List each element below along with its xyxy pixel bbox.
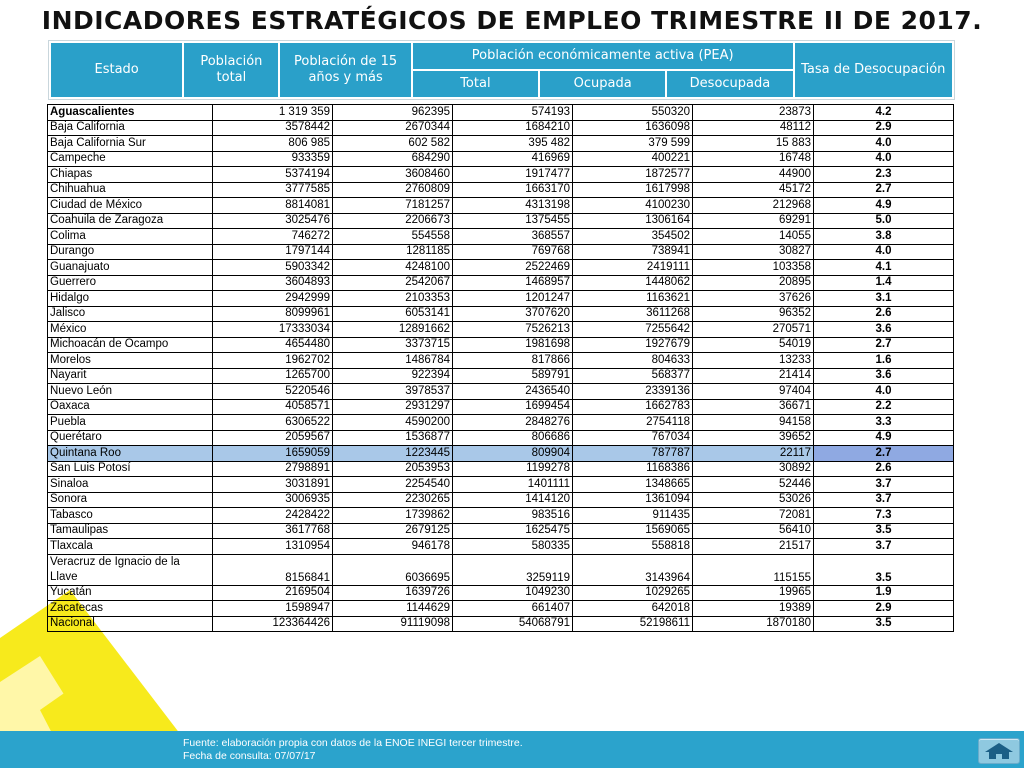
cell-poblacion-15: 554558 — [333, 229, 453, 245]
cell-estado: Nacional — [48, 616, 213, 632]
cell-pea-ocupada: 1306164 — [573, 213, 693, 229]
table-row — [48, 244, 954, 260]
cell-estado: Tabasco — [48, 508, 213, 524]
table-row — [48, 182, 954, 198]
cell-estado: Baja California — [48, 120, 213, 136]
cell-poblacion-total: 17333034 — [213, 322, 333, 338]
cell-estado: Sinaloa — [48, 477, 213, 493]
table-row — [48, 368, 954, 384]
cell-tasa: 4.0 — [814, 136, 954, 152]
cell-poblacion-total: 8814081 — [213, 198, 333, 214]
cell-poblacion-total: 1310954 — [213, 539, 333, 555]
table-row — [48, 120, 954, 136]
cell-pea-desocupada: 52446 — [693, 477, 814, 493]
cell-pea-desocupada: 13233 — [693, 353, 814, 369]
table-row — [48, 508, 954, 524]
cell-poblacion-total: 3777585 — [213, 182, 333, 198]
table-row — [48, 446, 954, 462]
cell-poblacion-15: 4590200 — [333, 415, 453, 431]
table-row — [48, 616, 954, 632]
cell-pea-total: 1468957 — [453, 275, 573, 291]
cell-poblacion-total: 746272 — [213, 229, 333, 245]
cell-poblacion-total: 1265700 — [213, 368, 333, 384]
table-row — [48, 229, 954, 245]
cell-poblacion-15: 2053953 — [333, 461, 453, 477]
cell-pea-ocupada: 1448062 — [573, 275, 693, 291]
cell-tasa: 3.1 — [814, 291, 954, 307]
table-row — [48, 554, 954, 585]
cell-pea-ocupada: 1617998 — [573, 182, 693, 198]
cell-tasa: 3.8 — [814, 229, 954, 245]
cell-estado: Morelos — [48, 353, 213, 369]
cell-poblacion-total: 1962702 — [213, 353, 333, 369]
table-row — [48, 461, 954, 477]
cell-poblacion-total: 1 319 359 — [213, 105, 333, 121]
cell-pea-desocupada: 45172 — [693, 182, 814, 198]
cell-poblacion-15: 1281185 — [333, 244, 453, 260]
cell-pea-desocupada: 212968 — [693, 198, 814, 214]
cell-pea-total: 54068791 — [453, 616, 573, 632]
table-row — [48, 477, 954, 493]
cell-estado: Campeche — [48, 151, 213, 167]
table-row — [48, 151, 954, 167]
cell-pea-ocupada: 642018 — [573, 601, 693, 617]
footer-source — [183, 737, 523, 763]
cell-pea-desocupada: 37626 — [693, 291, 814, 307]
cell-pea-ocupada: 400221 — [573, 151, 693, 167]
cell-pea-desocupada: 56410 — [693, 523, 814, 539]
table-row — [48, 275, 954, 291]
cell-pea-desocupada: 22117 — [693, 446, 814, 462]
header-estado: Estado — [51, 43, 182, 97]
cell-pea-total: 3707620 — [453, 306, 573, 322]
cell-tasa: 1.6 — [814, 353, 954, 369]
table-row — [48, 585, 954, 601]
cell-pea-ocupada: 1348665 — [573, 477, 693, 493]
cell-tasa: 2.7 — [814, 337, 954, 353]
cell-pea-ocupada: 3143964 — [573, 554, 693, 585]
cell-pea-total: 3259119 — [453, 554, 573, 585]
cell-pea-total: 817866 — [453, 353, 573, 369]
cell-estado: Oaxaca — [48, 399, 213, 415]
table-row — [48, 430, 954, 446]
cell-tasa: 3.3 — [814, 415, 954, 431]
cell-pea-desocupada: 97404 — [693, 384, 814, 400]
header-pea: Población económicamente activa (PEA) — [413, 43, 793, 69]
cell-pea-total: 1663170 — [453, 182, 573, 198]
cell-poblacion-total: 4058571 — [213, 399, 333, 415]
cell-pea-desocupada: 20895 — [693, 275, 814, 291]
cell-tasa: 3.6 — [814, 368, 954, 384]
footer-bar — [0, 731, 1024, 768]
cell-tasa: 2.6 — [814, 461, 954, 477]
cell-pea-total: 1625475 — [453, 523, 573, 539]
header-pea-total: Total — [413, 71, 538, 97]
cell-pea-ocupada: 550320 — [573, 105, 693, 121]
cell-tasa: 2.3 — [814, 167, 954, 183]
cell-estado: Nayarit — [48, 368, 213, 384]
cell-estado: Coahuila de Zaragoza — [48, 213, 213, 229]
consult-date: Fecha de consulta: 07/07/17 — [183, 750, 316, 762]
cell-poblacion-total: 2798891 — [213, 461, 333, 477]
cell-estado: San Luis Potosí — [48, 461, 213, 477]
cell-pea-ocupada: 1361094 — [573, 492, 693, 508]
cell-pea-desocupada: 115155 — [693, 554, 814, 585]
cell-tasa: 2.2 — [814, 399, 954, 415]
cell-poblacion-total: 1659059 — [213, 446, 333, 462]
header-tasa: Tasa de Desocupación — [795, 43, 952, 97]
table-row — [48, 539, 954, 555]
cell-estado: Chiapas — [48, 167, 213, 183]
cell-pea-desocupada: 21517 — [693, 539, 814, 555]
cell-pea-ocupada: 3611268 — [573, 306, 693, 322]
cell-poblacion-total: 8099961 — [213, 306, 333, 322]
data-table — [47, 104, 954, 632]
cell-poblacion-total: 2942999 — [213, 291, 333, 307]
cell-pea-total: 2436540 — [453, 384, 573, 400]
cell-poblacion-15: 91119098 — [333, 616, 453, 632]
cell-tasa: 4.1 — [814, 260, 954, 276]
cell-pea-desocupada: 103358 — [693, 260, 814, 276]
cell-pea-total: 2848276 — [453, 415, 573, 431]
cell-pea-ocupada: 568377 — [573, 368, 693, 384]
cell-pea-total: 1401111 — [453, 477, 573, 493]
table-row — [48, 167, 954, 183]
cell-pea-ocupada: 1662783 — [573, 399, 693, 415]
cell-pea-total: 1684210 — [453, 120, 573, 136]
cell-poblacion-15: 922394 — [333, 368, 453, 384]
cell-pea-total: 589791 — [453, 368, 573, 384]
table-row — [48, 322, 954, 338]
cell-estado: Quintana Roo — [48, 446, 213, 462]
cell-tasa: 3.7 — [814, 492, 954, 508]
cell-pea-total: 4313198 — [453, 198, 573, 214]
cell-poblacion-total: 2169504 — [213, 585, 333, 601]
table-row — [48, 198, 954, 214]
cell-pea-total: 983516 — [453, 508, 573, 524]
cell-poblacion-total: 2059567 — [213, 430, 333, 446]
cell-estado: Guanajuato — [48, 260, 213, 276]
table-row — [48, 523, 954, 539]
cell-poblacion-15: 3373715 — [333, 337, 453, 353]
cell-pea-desocupada: 21414 — [693, 368, 814, 384]
cell-poblacion-total: 1598947 — [213, 601, 333, 617]
cell-pea-ocupada: 7255642 — [573, 322, 693, 338]
cell-tasa: 4.9 — [814, 198, 954, 214]
cell-estado: Durango — [48, 244, 213, 260]
cell-pea-desocupada: 14055 — [693, 229, 814, 245]
cell-poblacion-15: 7181257 — [333, 198, 453, 214]
home-icon — [979, 739, 1019, 763]
cell-tasa: 3.5 — [814, 523, 954, 539]
header-poblacion-total: Población total — [184, 43, 278, 97]
cell-estado: Guerrero — [48, 275, 213, 291]
cell-poblacion-15: 946178 — [333, 539, 453, 555]
cell-estado: Chihuahua — [48, 182, 213, 198]
table-row — [48, 306, 954, 322]
cell-tasa: 3.7 — [814, 539, 954, 555]
cell-pea-total: 1981698 — [453, 337, 573, 353]
cell-pea-total: 7526213 — [453, 322, 573, 338]
cell-estado: Nuevo León — [48, 384, 213, 400]
source-text: Fuente: elaboración propia con datos de la ENOE INEGI tercer trimestre. — [183, 737, 523, 749]
cell-poblacion-total: 4654480 — [213, 337, 333, 353]
cell-tasa: 2.7 — [814, 446, 954, 462]
cell-pea-total: 1201247 — [453, 291, 573, 307]
cell-estado: Querétaro — [48, 430, 213, 446]
table-row — [48, 415, 954, 431]
table-row — [48, 337, 954, 353]
cell-poblacion-total: 3604893 — [213, 275, 333, 291]
cell-poblacion-15: 6053141 — [333, 306, 453, 322]
cell-tasa: 4.0 — [814, 151, 954, 167]
cell-pea-desocupada: 19389 — [693, 601, 814, 617]
cell-poblacion-total: 3031891 — [213, 477, 333, 493]
cell-pea-desocupada: 30892 — [693, 461, 814, 477]
cell-pea-desocupada: 69291 — [693, 213, 814, 229]
cell-estado: Michoacán de Ocampo — [48, 337, 213, 353]
cell-pea-total: 416969 — [453, 151, 573, 167]
cell-pea-desocupada: 54019 — [693, 337, 814, 353]
table-row — [48, 136, 954, 152]
cell-poblacion-total: 8156841 — [213, 554, 333, 585]
cell-pea-ocupada: 52198611 — [573, 616, 693, 632]
cell-pea-total: 1699454 — [453, 399, 573, 415]
cell-pea-total: 1917477 — [453, 167, 573, 183]
cell-pea-ocupada: 738941 — [573, 244, 693, 260]
cell-estado: Hidalgo — [48, 291, 213, 307]
cell-pea-ocupada: 1569065 — [573, 523, 693, 539]
cell-poblacion-total: 6306522 — [213, 415, 333, 431]
cell-pea-ocupada: 379 599 — [573, 136, 693, 152]
cell-pea-ocupada: 4100230 — [573, 198, 693, 214]
cell-tasa: 2.9 — [814, 601, 954, 617]
cell-poblacion-15: 2679125 — [333, 523, 453, 539]
cell-estado: Yucatán — [48, 585, 213, 601]
cell-tasa: 3.7 — [814, 477, 954, 493]
cell-poblacion-total: 1797144 — [213, 244, 333, 260]
cell-tasa: 2.7 — [814, 182, 954, 198]
cell-estado: Tlaxcala — [48, 539, 213, 555]
cell-poblacion-15: 1639726 — [333, 585, 453, 601]
cell-estado: México — [48, 322, 213, 338]
cell-poblacion-total: 2428422 — [213, 508, 333, 524]
cell-poblacion-15: 1144629 — [333, 601, 453, 617]
cell-pea-total: 1199278 — [453, 461, 573, 477]
cell-pea-total: 1049230 — [453, 585, 573, 601]
cell-pea-total: 806686 — [453, 430, 573, 446]
cell-pea-total: 395 482 — [453, 136, 573, 152]
cell-tasa: 2.9 — [814, 120, 954, 136]
cell-poblacion-total: 806 985 — [213, 136, 333, 152]
cell-poblacion-15: 2760809 — [333, 182, 453, 198]
cell-pea-total: 580335 — [453, 539, 573, 555]
cell-poblacion-15: 2230265 — [333, 492, 453, 508]
cell-pea-total: 1375455 — [453, 213, 573, 229]
cell-tasa: 4.0 — [814, 244, 954, 260]
cell-poblacion-total: 3025476 — [213, 213, 333, 229]
cell-poblacion-15: 1223445 — [333, 446, 453, 462]
page-title: INDICADORES ESTRATÉGICOS DE EMPLEO TRIMESTRE II DE 2017. — [41, 6, 983, 35]
cell-pea-ocupada: 2754118 — [573, 415, 693, 431]
cell-estado: Puebla — [48, 415, 213, 431]
cell-poblacion-15: 2254540 — [333, 477, 453, 493]
cell-poblacion-total: 5374194 — [213, 167, 333, 183]
cell-poblacion-15: 1486784 — [333, 353, 453, 369]
cell-pea-desocupada: 15 883 — [693, 136, 814, 152]
cell-pea-total: 769768 — [453, 244, 573, 260]
cell-estado: Veracruz de Ignacio de la Llave — [48, 554, 213, 585]
table-row — [48, 353, 954, 369]
table-header — [48, 40, 955, 100]
cell-pea-desocupada: 30827 — [693, 244, 814, 260]
cell-pea-ocupada: 1636098 — [573, 120, 693, 136]
cell-poblacion-15: 1536877 — [333, 430, 453, 446]
cell-poblacion-15: 2931297 — [333, 399, 453, 415]
cell-poblacion-15: 6036695 — [333, 554, 453, 585]
cell-poblacion-15: 602 582 — [333, 136, 453, 152]
cell-poblacion-15: 4248100 — [333, 260, 453, 276]
cell-pea-desocupada: 94158 — [693, 415, 814, 431]
cell-estado: Tamaulipas — [48, 523, 213, 539]
cell-poblacion-15: 684290 — [333, 151, 453, 167]
cell-pea-ocupada: 787787 — [573, 446, 693, 462]
cell-poblacion-15: 3608460 — [333, 167, 453, 183]
cell-poblacion-total: 3578442 — [213, 120, 333, 136]
table-row — [48, 105, 954, 121]
cell-pea-desocupada: 53026 — [693, 492, 814, 508]
table-row — [48, 601, 954, 617]
cell-pea-desocupada: 1870180 — [693, 616, 814, 632]
cell-pea-ocupada: 1872577 — [573, 167, 693, 183]
table-row — [48, 213, 954, 229]
cell-pea-ocupada: 1168386 — [573, 461, 693, 477]
cell-tasa: 1.4 — [814, 275, 954, 291]
cell-tasa: 4.9 — [814, 430, 954, 446]
cell-tasa: 3.5 — [814, 554, 954, 585]
cell-estado: Sonora — [48, 492, 213, 508]
cell-poblacion-15: 962395 — [333, 105, 453, 121]
cell-pea-total: 1414120 — [453, 492, 573, 508]
cell-estado: Ciudad de México — [48, 198, 213, 214]
cell-tasa: 7.3 — [814, 508, 954, 524]
cell-pea-desocupada: 44900 — [693, 167, 814, 183]
home-button[interactable] — [978, 738, 1020, 764]
cell-pea-ocupada: 804633 — [573, 353, 693, 369]
cell-pea-ocupada: 2339136 — [573, 384, 693, 400]
cell-pea-desocupada: 270571 — [693, 322, 814, 338]
table-row — [48, 399, 954, 415]
cell-pea-total: 368557 — [453, 229, 573, 245]
cell-tasa: 1.9 — [814, 585, 954, 601]
table-row — [48, 291, 954, 307]
cell-tasa: 3.6 — [814, 322, 954, 338]
cell-tasa: 5.0 — [814, 213, 954, 229]
cell-pea-desocupada: 48112 — [693, 120, 814, 136]
cell-pea-ocupada: 2419111 — [573, 260, 693, 276]
cell-poblacion-15: 2206673 — [333, 213, 453, 229]
cell-pea-ocupada: 354502 — [573, 229, 693, 245]
header-poblacion-15: Población de 15 años y más — [280, 43, 410, 97]
cell-pea-desocupada: 96352 — [693, 306, 814, 322]
cell-tasa: 4.0 — [814, 384, 954, 400]
cell-tasa: 4.2 — [814, 105, 954, 121]
cell-estado: Jalisco — [48, 306, 213, 322]
cell-pea-ocupada: 1163621 — [573, 291, 693, 307]
cell-pea-desocupada: 23873 — [693, 105, 814, 121]
cell-poblacion-total: 3006935 — [213, 492, 333, 508]
cell-pea-desocupada: 36671 — [693, 399, 814, 415]
cell-pea-ocupada: 767034 — [573, 430, 693, 446]
cell-poblacion-total: 5903342 — [213, 260, 333, 276]
cell-pea-ocupada: 1029265 — [573, 585, 693, 601]
cell-tasa: 3.5 — [814, 616, 954, 632]
cell-estado: Aguascalientes — [48, 105, 213, 121]
cell-pea-total: 2522469 — [453, 260, 573, 276]
cell-pea-total: 661407 — [453, 601, 573, 617]
header-pea-desocupada: Desocupada — [667, 71, 792, 97]
cell-estado: Baja California Sur — [48, 136, 213, 152]
table-row — [48, 260, 954, 276]
cell-pea-ocupada: 558818 — [573, 539, 693, 555]
cell-poblacion-15: 12891662 — [333, 322, 453, 338]
table-row — [48, 492, 954, 508]
table-row — [48, 384, 954, 400]
cell-poblacion-15: 2542067 — [333, 275, 453, 291]
cell-poblacion-total: 3617768 — [213, 523, 333, 539]
cell-estado: Colima — [48, 229, 213, 245]
cell-pea-desocupada: 39652 — [693, 430, 814, 446]
cell-pea-total: 574193 — [453, 105, 573, 121]
cell-tasa: 2.6 — [814, 306, 954, 322]
cell-pea-ocupada: 911435 — [573, 508, 693, 524]
cell-poblacion-15: 2103353 — [333, 291, 453, 307]
cell-pea-desocupada: 72081 — [693, 508, 814, 524]
cell-pea-total: 809904 — [453, 446, 573, 462]
header-pea-ocupada: Ocupada — [540, 71, 665, 97]
cell-pea-desocupada: 19965 — [693, 585, 814, 601]
cell-poblacion-15: 3978537 — [333, 384, 453, 400]
cell-pea-ocupada: 1927679 — [573, 337, 693, 353]
cell-poblacion-15: 1739862 — [333, 508, 453, 524]
cell-poblacion-15: 2670344 — [333, 120, 453, 136]
cell-poblacion-total: 123364426 — [213, 616, 333, 632]
cell-pea-desocupada: 16748 — [693, 151, 814, 167]
cell-poblacion-total: 933359 — [213, 151, 333, 167]
cell-estado: Zacatecas — [48, 601, 213, 617]
cell-poblacion-total: 5220546 — [213, 384, 333, 400]
